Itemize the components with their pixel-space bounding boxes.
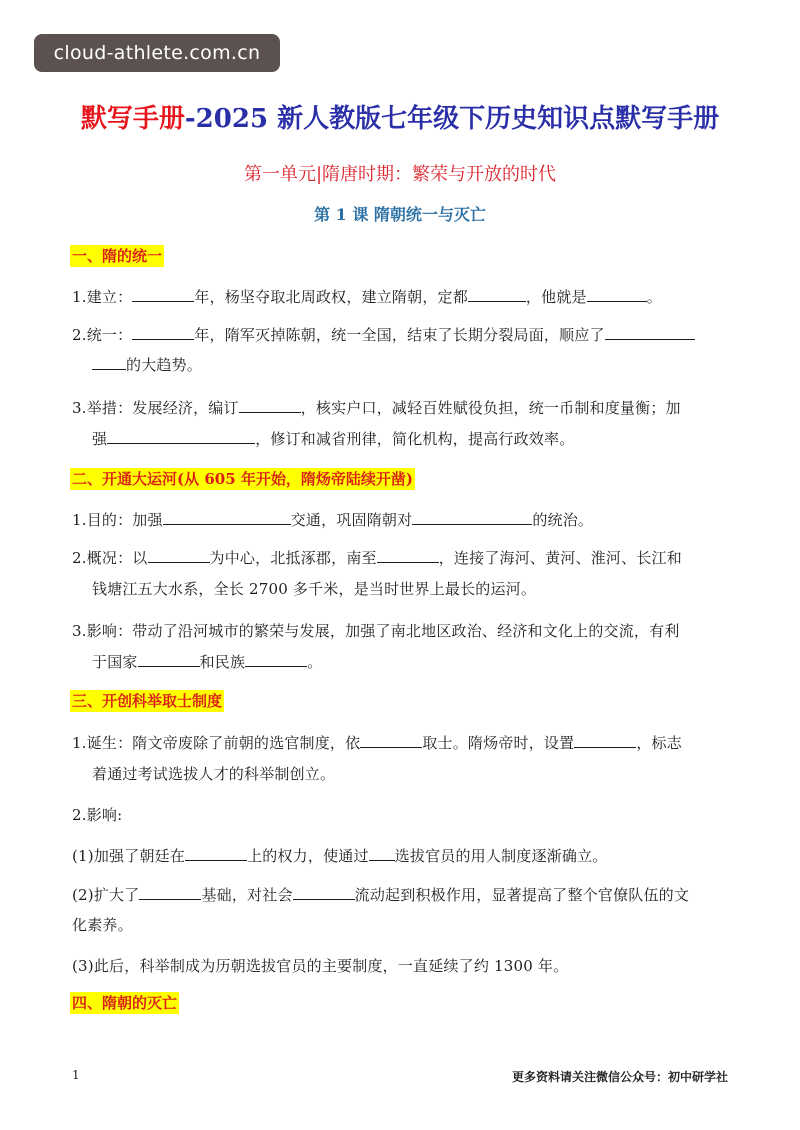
fill-blank[interactable] [360, 733, 422, 748]
fill-blank[interactable] [587, 287, 647, 302]
fill-blank[interactable] [132, 287, 194, 302]
section-heading-2: 二、开通大运河(从 605 年开始，隋炀帝陆续开凿) [72, 470, 413, 488]
fill-blank[interactable] [245, 652, 307, 667]
page-number: 1 [72, 1068, 80, 1082]
page-title [0, 98, 800, 135]
text-line: (2)扩大了 基础，对社会 流动起到积极作用，显著提高了整个官僚队伍的文 [72, 886, 690, 904]
text-line: (3)此后，科举制成为历朝选拔官员的主要制度，一直延续了约 1300 年。 [72, 957, 569, 975]
text-line: 3.影响：带动了沿河城市的繁荣与发展，加强了南北地区政治、经济和文化上的交流，有利 [72, 622, 680, 640]
fill-blank[interactable] [163, 510, 291, 525]
text-line: 3.举措：发展经济，编订 ，核实户口，减轻百姓赋役负担，统一币制和度量衡；加 [72, 399, 681, 417]
text-line: 2.统一： 年，隋军灭掉陈朝，统一全国，结束了长期分裂局面，顺应了 [72, 324, 695, 345]
section-heading-1: 一、隋的统一 [72, 247, 163, 265]
fill-blank[interactable] [132, 325, 194, 340]
fill-blank[interactable] [293, 885, 355, 900]
fill-blank[interactable] [92, 355, 126, 370]
fill-blank[interactable] [148, 548, 210, 563]
fill-blank[interactable] [369, 846, 395, 861]
fill-blank[interactable] [468, 287, 526, 302]
text-line: 的大趋势。 [92, 354, 202, 375]
text-line: 1.诞生：隋文帝废除了前朝的选官制度，依 取士。隋炀帝时，设置 ，标志 [72, 734, 682, 752]
text-line: 2.概况：以 为中心，北抵涿郡，南至 ，连接了海河、黄河、淮河、长江和 [72, 549, 682, 567]
text-line: (1)加强了朝廷在 上的权力，使通过 选拔官员的用人制度逐渐确立。 [72, 847, 608, 865]
title-part2: -2025 新人教版七年级下历史知识点默写手册 [184, 104, 720, 134]
text-line: 强 ，修订和减省刑律，简化机构，提高行政效率。 [92, 430, 575, 448]
fill-blank[interactable] [412, 510, 532, 525]
unit-title: 第一单元|隋唐时期：繁荣与开放的时代 [243, 164, 557, 185]
text-line: 化素养。 [72, 916, 133, 934]
fill-blank[interactable] [139, 885, 201, 900]
text-line: 着通过考试选拔人才的科举制创立。 [92, 765, 336, 783]
fill-blank[interactable] [377, 548, 439, 563]
text-line: 1.目的：加强 交通，巩固隋朝对 的统治。 [72, 511, 594, 529]
fill-blank[interactable] [138, 652, 200, 667]
text-line: 1.建立： 年，杨坚夺取北周政权，建立隋朝，定都 ，他就是 。 [72, 288, 662, 306]
fill-blank[interactable] [185, 846, 247, 861]
section-heading-4: 四、隋朝的灭亡 [72, 994, 178, 1012]
section-heading-3: 三、开创科举取士制度 [72, 692, 223, 710]
text-line: 钱塘江五大水系，全长 2700 多千米，是当时世界上最长的运河。 [92, 580, 537, 598]
watermark-badge: cloud-athlete.com.cn [34, 34, 280, 72]
title-part1: 默写手册 [80, 104, 185, 134]
fill-blank[interactable] [605, 325, 695, 340]
text-line: 2.影响: [72, 806, 123, 824]
fill-blank[interactable] [239, 398, 301, 413]
lesson-title: 第 1 课 隋朝统一与灭亡 [314, 205, 486, 224]
footer-note: 更多资料请关注微信公众号：初中研学社 [511, 1070, 728, 1084]
text-line: 于国家 和民族 。 [92, 653, 323, 671]
fill-blank[interactable] [574, 733, 636, 748]
fill-blank[interactable] [107, 429, 255, 444]
